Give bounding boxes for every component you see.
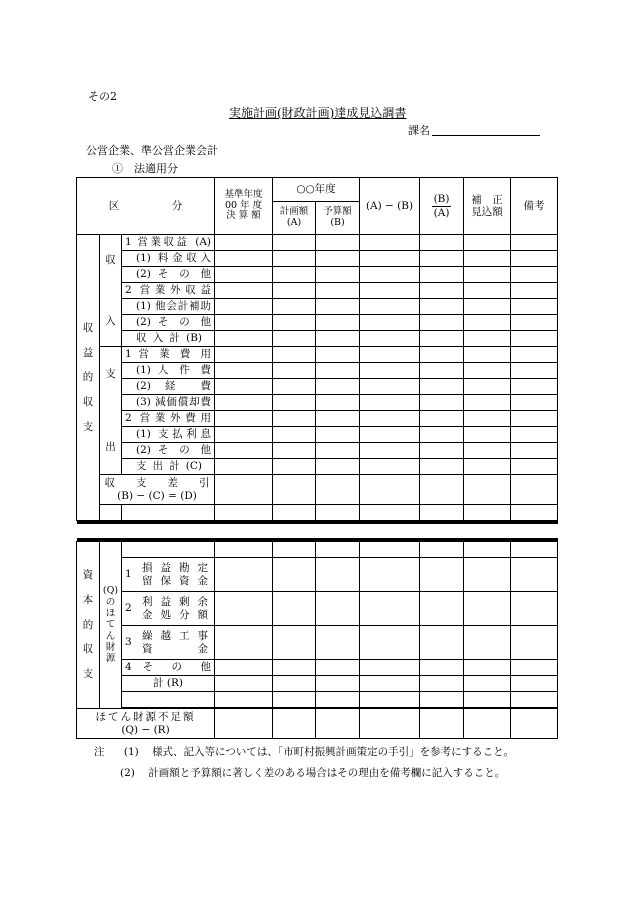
row-label: 1 営 業 費 用 (122, 347, 215, 363)
table-row (77, 363, 558, 379)
ratio-denominator: (A) (433, 206, 450, 219)
supp-bottom: 見込額 (471, 206, 503, 218)
row-label: 2 営業外費用 (122, 411, 215, 427)
header-remarks: 備考 (511, 178, 558, 235)
balance-top: 収 支 差 引 (104, 477, 210, 490)
table-row (77, 283, 558, 299)
shortfall-top: ほてん財源不足額 (95, 711, 196, 724)
budget-b: (B) (330, 217, 345, 228)
row-label: 1 損 益 勘 定 留 保 資 金 (122, 558, 215, 592)
row-label: 1 営業収益 (A) (122, 235, 215, 251)
row-label: 収 入 計 (B) (122, 331, 215, 347)
category-heading: 公営企業、準公営企業会計 (86, 144, 218, 157)
table-row (77, 251, 558, 267)
group-income-label: 収 入 (100, 235, 122, 347)
table-row (77, 542, 558, 558)
group-supplement-label: (Q) の ほ て ん 財 源 (100, 542, 122, 709)
group-revenue-label: 収 益 的 収 支 (77, 235, 100, 521)
table-row (77, 331, 558, 347)
note-1 (94, 744, 514, 759)
row-label: 2 営業外収益 (122, 283, 215, 299)
row-label: 2 利 益 剰 余 金 処 分 額 (122, 592, 215, 626)
row-label: 4 そ の 他 (122, 660, 215, 676)
ratio-numerator: (B) (433, 193, 450, 206)
row-label: (2) そ の 他 (122, 315, 215, 331)
note-2-num: (2) (120, 767, 135, 779)
base-year-00: 00 年 度 (224, 199, 263, 211)
table-row (77, 459, 558, 475)
table-row (77, 315, 558, 331)
row-label: 3 繰 越 工 事 資 金 (122, 626, 215, 660)
plan-label: 計画額 (279, 206, 309, 218)
note-2-text: 計画額と予算額に著しく差のある場合はその理由を備考欄に記入すること。 (148, 767, 506, 779)
row-label: (2) 経 費 (122, 379, 215, 395)
header-kubun: 区 分 (77, 178, 215, 235)
row-label: (3) 減価償却費 (122, 395, 215, 411)
table-row (77, 660, 558, 676)
base-year-label: 基準年度 (224, 188, 263, 200)
balance-label (100, 475, 215, 505)
group-expense-label: 支 出 (100, 347, 122, 475)
header-budget (316, 202, 360, 235)
balance-bottom: (B) − (C) = (D) (117, 489, 197, 502)
table-row (77, 395, 558, 411)
section-separator (77, 521, 558, 542)
base-year-settle: 決 算 額 (226, 210, 261, 222)
table-row (77, 235, 558, 251)
table-row (77, 443, 558, 459)
budget-label: 予算額 (323, 206, 352, 218)
header-plan (273, 202, 316, 235)
supp-top: 補 正 (471, 193, 503, 206)
table-row (77, 379, 558, 395)
double-rule (77, 521, 558, 541)
row-label: 支 出 計 (C) (122, 459, 215, 475)
row-label: (2) そ の 他 (122, 267, 215, 283)
table-row (77, 427, 558, 443)
shortfall-row (77, 709, 558, 739)
dept-label: 課名 (408, 124, 430, 137)
row-label: (1) 料金収入 (122, 251, 215, 267)
table-row (77, 299, 558, 315)
shortfall-label (77, 709, 215, 739)
row-label: 計 (R) (122, 676, 215, 692)
group-capital-label: 資 本 的 収 支 (77, 542, 100, 709)
table-row (77, 411, 558, 427)
note-1-num: (1) (123, 746, 139, 758)
table-row (77, 347, 558, 363)
shortfall-bottom: (Q) − (R) (121, 723, 170, 736)
dept-name-label (408, 122, 430, 138)
header-diff: (A) − (B) (360, 178, 420, 235)
row-label: (1) 他会計補助 (122, 299, 215, 315)
header-row-1 (77, 178, 558, 202)
header-year: ○○年度 (273, 178, 360, 202)
note-1-text: 様式、記入等については、「市町村振興計画策定の手引」を参考にすること。 (152, 746, 515, 758)
header-supplementary (464, 178, 511, 235)
dept-name-line[interactable] (432, 135, 540, 136)
header-base-year (215, 178, 273, 235)
plan-a: (A) (286, 217, 302, 228)
note-2 (120, 765, 505, 780)
table-row (77, 692, 558, 708)
table-row (77, 267, 558, 283)
row-label: (2) そ の 他 (122, 443, 215, 459)
table-row (77, 505, 558, 521)
financial-plan-table (76, 177, 558, 739)
row-label: (1) 支払利息 (122, 427, 215, 443)
row-label: (1) 人 件 費 (122, 363, 215, 379)
document-title: 実施計画(財政計画)達成見込調書 (229, 106, 407, 120)
table-row (77, 626, 558, 660)
header-ratio (420, 178, 464, 235)
form-number: その2 (88, 90, 117, 103)
table-row (77, 592, 558, 626)
balance-row (77, 475, 558, 505)
table-row (77, 558, 558, 592)
note-label: 注 (94, 746, 105, 758)
table-row (77, 676, 558, 692)
sub-category-heading: ① 法適用分 (112, 162, 178, 175)
